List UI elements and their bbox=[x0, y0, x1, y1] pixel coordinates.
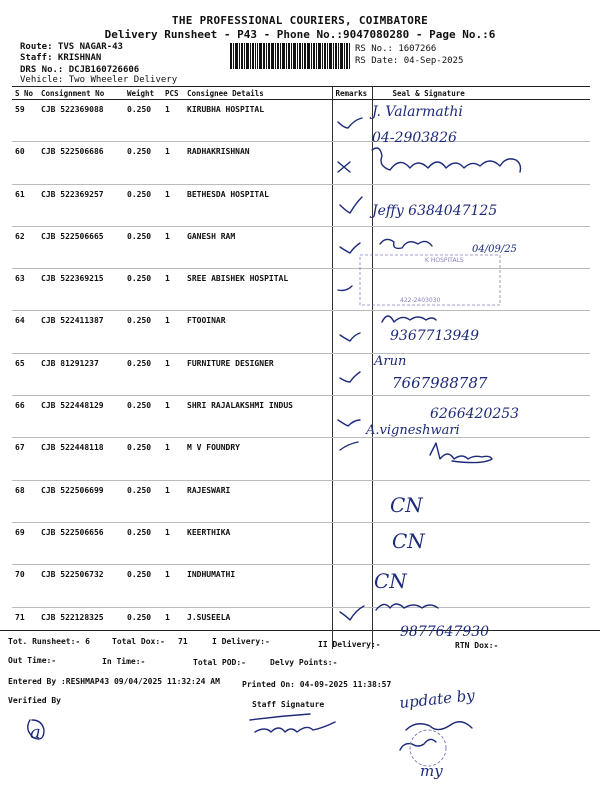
cell-remarks bbox=[332, 565, 372, 607]
rs-number: RS No.: 1607266 bbox=[355, 44, 437, 54]
cell-consignee: BETHESDA HOSPITAL bbox=[184, 184, 332, 226]
cell-consignee: FTOOINAR bbox=[184, 311, 332, 353]
total-dox-label: Total Dox:- bbox=[112, 637, 165, 646]
cell-pcs: 1 bbox=[162, 142, 184, 184]
cell-pcs: 1 bbox=[162, 269, 184, 311]
cell-consignment: CJB 522506665 bbox=[38, 226, 124, 268]
delivery-points: Delvy Points:- bbox=[270, 658, 338, 667]
cell-weight: 0.250 bbox=[124, 438, 162, 480]
table-row bbox=[12, 142, 590, 184]
cell-consignment: CJB 522448118 bbox=[38, 438, 124, 480]
table-row bbox=[12, 100, 590, 142]
cell-consignment: CJB 522506656 bbox=[38, 522, 124, 564]
entered-by: Entered By :RESHMAP43 09/04/2025 11:32:24 AM bbox=[8, 677, 220, 686]
table-row bbox=[12, 226, 590, 268]
hw-row61: Jeffy 6384047125 bbox=[372, 203, 498, 219]
verified-scribble bbox=[28, 720, 44, 739]
cell-consignment: CJB 522411387 bbox=[38, 311, 124, 353]
cell-signature bbox=[372, 269, 590, 311]
cell-consignee: KEERTHIKA bbox=[184, 522, 332, 564]
cell-remarks bbox=[332, 480, 372, 522]
cell-remarks bbox=[332, 269, 372, 311]
printed-on: Printed On: 04-09-2025 11:38:57 bbox=[242, 680, 392, 689]
in-time: In Time:- bbox=[102, 657, 146, 666]
hw-row59-name: J. Valarmathi bbox=[372, 104, 463, 120]
cell-signature bbox=[372, 311, 590, 353]
cell-signature bbox=[372, 100, 590, 142]
table-row bbox=[12, 184, 590, 226]
cell-consignee: J.SUSEELA bbox=[187, 612, 231, 622]
route-info: Route: TVS NAGAR-43 bbox=[20, 42, 123, 52]
cell-remarks bbox=[332, 353, 372, 395]
total-dox-value: 71 bbox=[178, 637, 188, 646]
cell-sno: 65 bbox=[12, 353, 38, 395]
cell-weight: 0.250 bbox=[124, 142, 162, 184]
cell-sno: 69 bbox=[12, 522, 38, 564]
hw-row65-phone: 7667988787 bbox=[392, 374, 488, 392]
cell-signature bbox=[372, 438, 590, 480]
header-remarks: Remarks bbox=[332, 87, 372, 100]
cell-consignment: CJB 81291237 bbox=[38, 353, 124, 395]
staff-signature-scribble bbox=[250, 714, 335, 732]
cell-consignment: CJB 522369215 bbox=[38, 269, 124, 311]
cell-sno: 62 bbox=[12, 226, 38, 268]
company-title: THE PROFESSIONAL COURIERS, COIMBATORE bbox=[171, 14, 429, 27]
cell-sno: 71 bbox=[15, 612, 25, 622]
verified-by-label: Verified By bbox=[8, 696, 61, 705]
table-header-row bbox=[12, 87, 590, 100]
cell-consignee: INDHUMATHI bbox=[184, 565, 332, 607]
cell-consignee: SHRI RAJALAKSHMI INDUS bbox=[184, 396, 332, 438]
header-pcs: PCS bbox=[162, 87, 184, 100]
table-row bbox=[12, 522, 590, 564]
cell-weight: 0.250 bbox=[124, 269, 162, 311]
cell-sno: 59 bbox=[12, 100, 38, 142]
cell-signature bbox=[372, 522, 590, 564]
cell-consignee: SREE ABISHEK HOSPITAL bbox=[184, 269, 332, 311]
cell-sno: 63 bbox=[12, 269, 38, 311]
cell-weight: 0.250 bbox=[127, 612, 152, 622]
hw-row64: 9367713949 bbox=[390, 328, 480, 344]
cell-sno: 68 bbox=[12, 480, 38, 522]
hw-update: update by bbox=[398, 686, 476, 712]
signature-scribble bbox=[400, 722, 472, 750]
cell-remarks bbox=[332, 184, 372, 226]
cell-pcs: 1 bbox=[162, 480, 184, 522]
delivery-table bbox=[12, 86, 590, 649]
cell-remarks bbox=[332, 438, 372, 480]
cell-consignment: CJB 522506686 bbox=[38, 142, 124, 184]
cell-pcs: 1 bbox=[162, 353, 184, 395]
cell-pcs: 1 bbox=[162, 565, 184, 607]
cell-signature bbox=[372, 142, 590, 184]
cell-weight: 0.250 bbox=[124, 353, 162, 395]
hw-row69: CN bbox=[390, 493, 423, 517]
cell-pcs: 1 bbox=[162, 311, 184, 353]
i-delivery: I Delivery:- bbox=[212, 637, 270, 646]
hw-row70: CN bbox=[392, 529, 425, 553]
cell-remarks bbox=[332, 226, 372, 268]
cell-remarks bbox=[332, 311, 372, 353]
cell-signature bbox=[372, 184, 590, 226]
cell-weight: 0.250 bbox=[124, 522, 162, 564]
out-time: Out Time:- bbox=[8, 656, 57, 665]
cell-consignment: CJB 522506732 bbox=[38, 565, 124, 607]
cell-pcs: 1 bbox=[162, 438, 184, 480]
table-row bbox=[12, 396, 590, 438]
cell-pcs: 1 bbox=[165, 612, 170, 622]
cell-pcs: 1 bbox=[162, 396, 184, 438]
header-consignment: Consignment No bbox=[38, 87, 124, 100]
cell-pcs: 1 bbox=[162, 226, 184, 268]
footer-divider bbox=[0, 630, 600, 631]
cell-sno: 61 bbox=[12, 184, 38, 226]
barcode-image bbox=[230, 43, 350, 69]
cell-weight: 0.250 bbox=[124, 480, 162, 522]
stamp-line-2: 422-2403030 bbox=[400, 297, 441, 304]
cell-sno: 70 bbox=[12, 565, 38, 607]
header-weight: Weight bbox=[124, 87, 162, 100]
hw-row66: 6266420253 bbox=[430, 406, 520, 422]
rtn-dox: RTN Dox:- bbox=[455, 641, 499, 650]
ii-delivery: II Delivery:- bbox=[318, 640, 381, 649]
cell-pcs: 1 bbox=[162, 184, 184, 226]
total-pod: Total POD:- bbox=[193, 658, 246, 667]
cell-signature bbox=[372, 565, 590, 607]
hw-row62-date: 04/09/25 bbox=[472, 244, 517, 255]
header-sno: S No bbox=[12, 87, 38, 100]
hw-row59-phone: 04-2903826 bbox=[372, 130, 457, 146]
staff-signature-label: Staff Signature bbox=[252, 700, 325, 709]
vehicle-info: Vehicle: Two Wheeler Delivery bbox=[20, 75, 178, 85]
cell-weight: 0.250 bbox=[124, 565, 162, 607]
table-row bbox=[12, 311, 590, 353]
total-runsheet: Tot. Runsheet:- 6 bbox=[8, 637, 90, 646]
cell-remarks bbox=[332, 100, 372, 142]
table-row bbox=[12, 438, 590, 480]
cell-sno: 64 bbox=[12, 311, 38, 353]
rs-date: RS Date: 04-Sep-2025 bbox=[355, 56, 464, 66]
hw-row67: A.vigneshwari bbox=[366, 423, 460, 438]
cell-consignee: KIRUBHA HOSPITAL bbox=[184, 100, 332, 142]
cell-consignee: M V FOUNDRY bbox=[184, 438, 332, 480]
cell-consignment: CJB 522369088 bbox=[38, 100, 124, 142]
cell-consignee: GANESH RAM bbox=[184, 226, 332, 268]
hw-row65-name: Arun bbox=[374, 354, 407, 369]
cell-weight: 0.250 bbox=[124, 100, 162, 142]
header-consignee: Consignee Details bbox=[184, 87, 332, 100]
table-row bbox=[12, 269, 590, 311]
cell-sno: 67 bbox=[12, 438, 38, 480]
stamp-line-1: K HOSPITALS bbox=[425, 257, 464, 264]
cell-signature bbox=[372, 396, 590, 438]
cell-consignment: CJB 522448129 bbox=[38, 396, 124, 438]
cell-remarks bbox=[332, 522, 372, 564]
hw-row71: 9877647930 bbox=[400, 624, 490, 640]
cell-sno: 66 bbox=[12, 396, 38, 438]
hw-verified: a bbox=[30, 722, 41, 743]
staff-info: Staff: KRISHNAN bbox=[20, 53, 102, 63]
cell-weight: 0.250 bbox=[124, 184, 162, 226]
cell-consignee: FURNITURE DESIGNER bbox=[184, 353, 332, 395]
cell-pcs: 1 bbox=[162, 522, 184, 564]
cell-signature bbox=[372, 480, 590, 522]
round-stamp bbox=[410, 730, 446, 766]
drs-info: DRS No.: DCJB160726606 bbox=[20, 65, 140, 75]
cell-weight: 0.250 bbox=[124, 396, 162, 438]
hw-update-2: my bbox=[420, 762, 443, 780]
runsheet-subtitle: Delivery Runsheet - P43 - Phone No.:9047080280 - Page No.:6 bbox=[104, 28, 496, 41]
cell-consignee: RAJESWARI bbox=[184, 480, 332, 522]
hw-row70-b: CN bbox=[374, 569, 407, 593]
cell-consignment: CJB 522506699 bbox=[38, 480, 124, 522]
table-row bbox=[12, 565, 590, 607]
cell-remarks bbox=[332, 142, 372, 184]
header-seal-signature: Seal & Signature bbox=[372, 87, 590, 100]
cell-signature bbox=[372, 226, 590, 268]
cell-pcs: 1 bbox=[162, 100, 184, 142]
cell-weight: 0.250 bbox=[124, 311, 162, 353]
cell-sno: 60 bbox=[12, 142, 38, 184]
table-row bbox=[12, 353, 590, 395]
cell-consignment: CJB 522369257 bbox=[38, 184, 124, 226]
table-row bbox=[12, 607, 590, 649]
cell-consignment: CJB 522128325 bbox=[41, 612, 104, 622]
cell-weight: 0.250 bbox=[124, 226, 162, 268]
cell-consignee: RADHAKRISHNAN bbox=[184, 142, 332, 184]
cell-remarks bbox=[332, 396, 372, 438]
cell-signature bbox=[372, 353, 590, 395]
table-row bbox=[12, 480, 590, 522]
